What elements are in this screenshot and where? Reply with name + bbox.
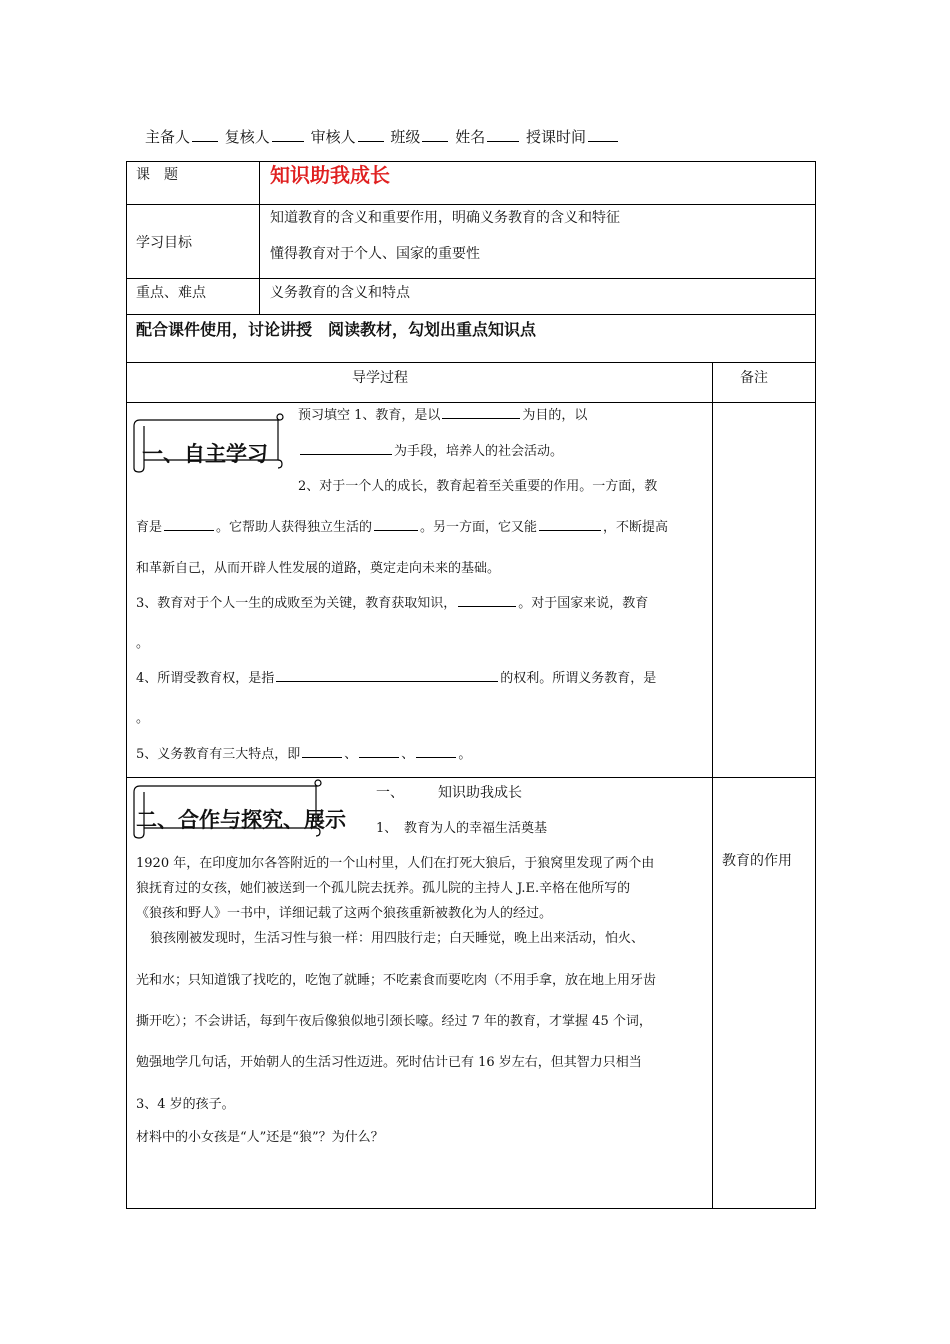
note-education-role: 教育的作用 <box>722 853 792 869</box>
s2-para-4: 狼孩刚被发现时，生活习性与狼一样：用四肢行走；白天睡觉，晚上出来活动，怕火、 <box>150 931 645 946</box>
notes-header: 备注 <box>740 370 768 386</box>
key-value: 义务教育的含义和特点 <box>270 285 410 301</box>
s2-para-6: 撕开吃）；不会讲话，每到午夜后像狼似地引颈长嚎。经过 7 年的教育，才掌握 45 个词， <box>136 1014 652 1029</box>
section1-title: 一、自主学习 <box>142 442 268 466</box>
topic-label: 课 题 <box>136 167 178 183</box>
s2-para-3: 《狼孩和野人》一书中，详细记载了这两个狼孩重新被教化为人的经过。 <box>136 906 553 921</box>
s2-title-num: 一、 <box>376 785 404 801</box>
s1-line-5: 和革新自己，从而开辟人性发展的道路，奠定走向未来的基础。 <box>136 561 501 576</box>
s2-para-8: 3、4 岁的孩子。 <box>136 1097 235 1112</box>
s2-para-1: 1920 年，在印度加尔各答附近的一个山村里，人们在打死大狼后，于狼窝里发现了两个由 <box>136 856 655 871</box>
header-line <box>145 128 620 146</box>
s1-line-10: 5、义务教育有三大特点，即 、 、 。 <box>136 747 472 762</box>
section2-badge <box>130 776 366 842</box>
s1-line-1: 预习填空 1、教育，是以 为目的，以 <box>298 408 588 423</box>
method-text: 配合课件使用，讨论讲授 阅读教材，勾划出重点知识点 <box>136 320 537 339</box>
s2-para-2: 狼抚育过的女孩，她们被送到一个孤儿院去抚养。孤儿院的主持人 J.E.辛格在他所写的 <box>136 881 631 896</box>
class-label: 班级 <box>390 128 421 146</box>
process-header: 导学过程 <box>352 370 408 386</box>
s2-para-5: 光和水；只知道饿了找吃的，吃饱了就睡；不吃素食而要吃肉（不用手拿，放在地上用牙齿 <box>136 973 657 988</box>
goal-1: 知道教育的含义和重要作用，明确义务教育的含义和特征 <box>270 210 620 226</box>
s1-line-4: 育是 。它帮助人获得独立生活的 。另一方面，它又能 ，不断提高 <box>136 520 669 535</box>
s2-question: 材料中的小女孩是“人”还是“狼”？为什么？ <box>136 1130 384 1145</box>
section2-title: 二、合作与探究、展示 <box>136 808 346 832</box>
auditor-label: 审核人 <box>310 128 356 146</box>
name-label: 姓名 <box>455 128 486 146</box>
s1-line-7: 。 <box>136 636 150 651</box>
s1-line-9: 。 <box>136 711 150 726</box>
goals-label: 学习目标 <box>136 235 192 251</box>
section1-badge <box>130 410 290 476</box>
key-label: 重点、难点 <box>136 285 206 301</box>
preparer-label: 主备人 <box>145 128 191 146</box>
s1-line-6: 3、教育对于个人一生的成败至为关键，教育获取知识， 。对于国家来说，教育 <box>136 596 649 611</box>
s1-line-3: 2、对于一个人的成长，教育起着至关重要的作用。一方面，教 <box>298 479 658 494</box>
goal-2: 懂得教育对于个人、国家的重要性 <box>270 246 480 262</box>
reviewer-label: 复核人 <box>224 128 270 146</box>
s1-line-8: 4、所谓受教育权，是指 的权利。所谓义务教育，是 <box>136 671 657 686</box>
s1-line-2: 为手段，培养人的社会活动。 <box>298 442 563 461</box>
time-label: 授课时间 <box>525 128 586 146</box>
topic-value: 知识助我成长 <box>270 163 390 187</box>
s2-sub-num: 1、 <box>376 821 398 836</box>
s2-sub: 教育为人的幸福生活奠基 <box>404 821 548 836</box>
s2-para-7: 勉强地学几句话，开始朝人的生活习性迈进。死时估计已有 16 岁左右，但其智力只相当 <box>136 1055 642 1070</box>
s2-title: 知识助我成长 <box>438 785 522 801</box>
